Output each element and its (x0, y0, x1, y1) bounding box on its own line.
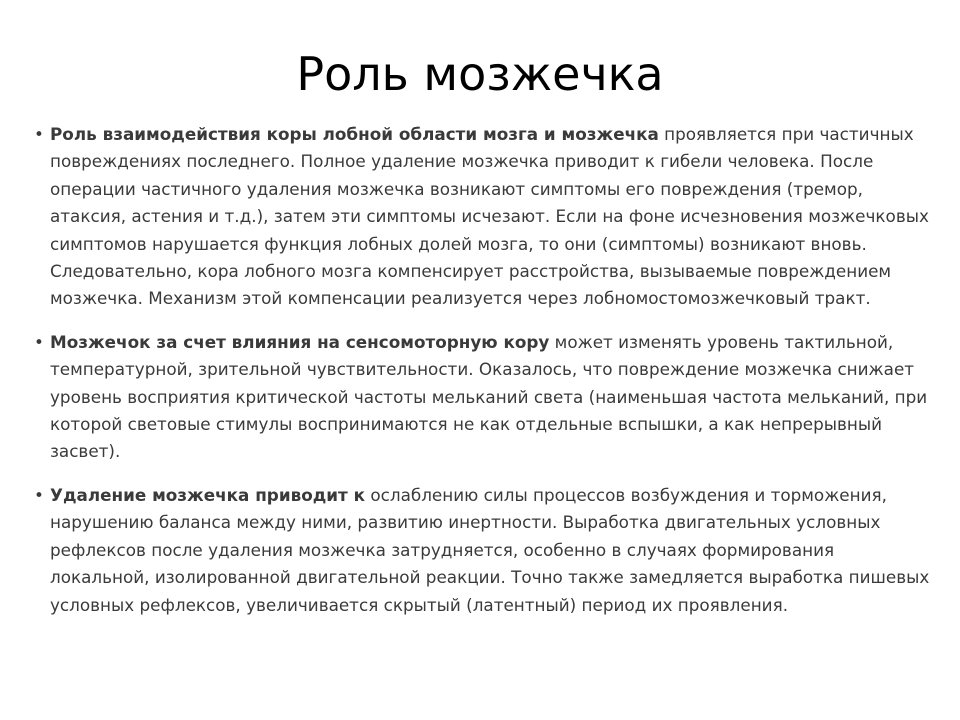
bullet-item-1 (34, 121, 934, 313)
bullet-item-3 (34, 482, 934, 619)
bullet-1-text: проявляется при частичных повреждениях последнего. Полное удаление мозжечка приводит к гибели человека. После операции частичного удаления мозжечка возникают симптомы его повреждения (тремор, атаксия, астения и т.д.), затем эти симптомы исчезают. Если на фоне исчезновения мозжечковых симптомов нарушается функция лобных долей мозга, то они (симптомы) возникают вновь. Следовательно, кора лобного мозга компенсирует расстройства, вызываемые повреждением мозжечка. Механизм этой компенсации реализуется через лобномостомозжечковый тракт. (50, 124, 929, 309)
bullet-3-bold-text: Удаление мозжечка приводит к (50, 484, 366, 505)
bullet-3-text: ослаблению силы процессов возбуждения и торможения, нарушению баланса между ними, развитию инертности. Выработка двигательных условных рефлексов после удаления мозжечка затрудняется, особенно в случаях формирования локальной, изолированной двигательной реакции. Точно также замедляется выработка пишевых условных рефлексов, увеличивается скрытый (латентный) период их проявления. (50, 484, 930, 615)
slide-content (34, 121, 934, 619)
slide-title: Роль мозжечка (296, 47, 664, 101)
bullet-2-bold-text: Мозжечок за счет влияния на сенсомоторную кору (50, 331, 550, 352)
bullet-dot-icon: • (34, 331, 44, 352)
bullet-item-2 (34, 329, 934, 466)
bullet-2-text: может изменять уровень тактильной, температурной, зрительной чувствительности. Оказалось, что повреждение мозжечка снижает уровень восприятия критической частоты мельканий света (наименьшая частота мельканий, при которой световые стимулы воспринимаются не как отдельные вспышки, а как непрерывный засвет). (50, 331, 928, 462)
bullet-1-bold-text: Роль взаимодействия коры лобной области мозга и мозжечка (50, 124, 659, 144)
bullet-dot-icon: • (34, 124, 44, 144)
bullet-dot-icon: • (34, 484, 44, 505)
